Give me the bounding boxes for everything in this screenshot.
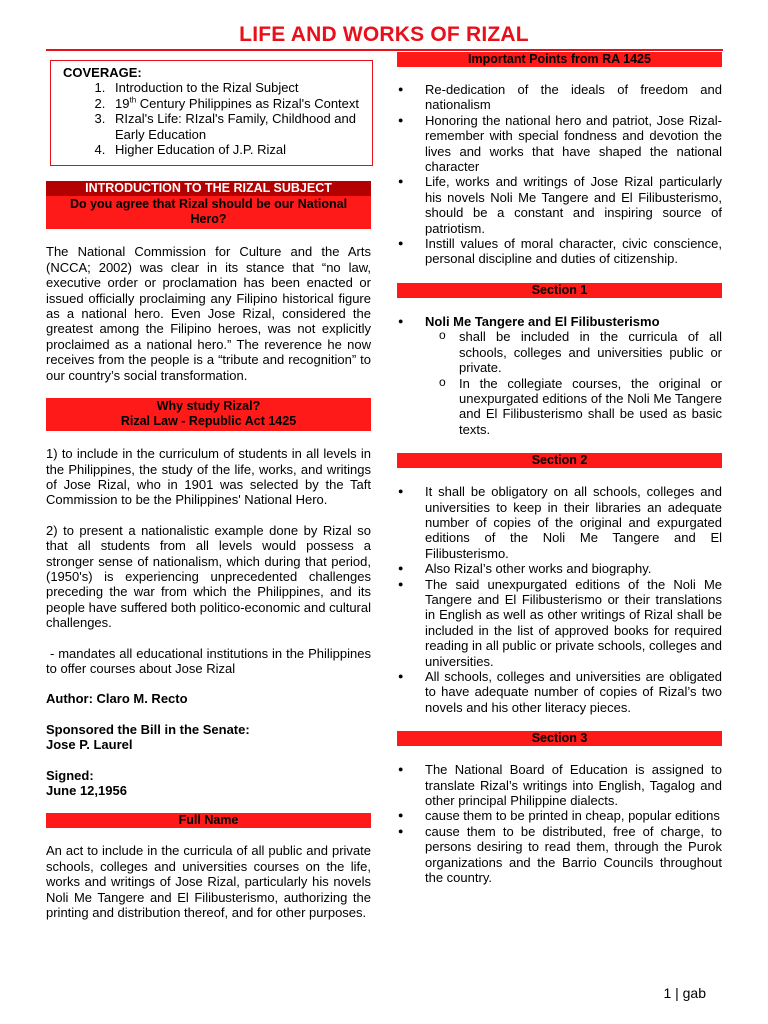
coverage-item: 3. RIzal's Life: RIzal's Family, Childhood and Early Education [109,111,364,142]
coverage-heading: COVERAGE: [63,65,142,80]
important-points-bar: Important Points from RA 1425 [397,52,722,67]
section-3-list [397,762,722,885]
list-item: ● cause them to be printed in cheap, popular editions [425,808,722,823]
intro-section-bar: INTRODUCTION TO THE RIZAL SUBJECT [46,181,371,196]
coverage-item-text: Century Philippines as Rizal's Context [139,95,360,111]
why-paragraph-1: 1) to include in the curriculum of students in all levels in the Philippines, the study of the life, works, and writings of Jose Rizal, who in 1901 was selected by the Taft Commission to be the Philippines' National Hero. [46,446,371,508]
why-study-bar [46,398,371,431]
full-name-paragraph: An act to include in the curricula of all public and private schools, colleges and universities courses on the life, works and writings of Jose Rizal, particularly his novels Noli Me Tangere and El Filibusterismo, authorizing the printing and distribution thereof, and for other purposes. [46,843,371,921]
intro-question-bar: Do you agree that Rizal should be our National Hero? [46,196,371,229]
right-column [397,52,722,885]
list-item: ● Re-dedication of the ideals of freedom and nationalism [425,82,722,113]
page-title: LIFE AND WORKS OF RIZAL [239,23,529,46]
list-item: ● Life, works and writings of Jose Rizal particularly his novels Noli Me Tangere and El Filibusterismo, should be a constant and inspiring source of patriotism. [425,174,722,236]
why-paragraph-3: - mandates all educational institutions in the Philippines to offer courses about Jose Rizal [46,645,375,676]
list-item: ● The said unexpurgated editions of the Noli Me Tangere and El Filibusterismo or their translations in English as well as other writings of Rizal shall be included in the list of approved books for required reading in all public or private schools, colleges and universities. [425,577,722,669]
intro-paragraph: The National Commission for Culture and the Arts (NCCA; 2002) was clear in its stance that “no law, executive order or proclamation has been enacted or issued officially proclaiming any Filipino historical figure as a national hero. Even Jose Rizal, considered the greatest among the Filipino heroes, was not explicitly proclaimed as a national hero.” The reverence he now receives from the people is a “tribute and recognition” to our country’s social transformation. [46,244,371,383]
list-item: ● Also Rizal’s other works and biography. [425,561,722,576]
section-3-bar: Section 3 [397,731,722,746]
list-item: o shall be included in the curricula of all schools, colleges and universities public or private. [459,329,722,375]
section-1-list [397,314,722,437]
why-study-bar-line2: Rizal Law - Republic Act 1425 [120,414,297,429]
title-underline [46,49,723,51]
signed-date: June 12,1956 [46,783,127,798]
section-2-bar: Section 2 [397,453,722,468]
section-1-item [425,314,722,437]
coverage-item-prefix: 19 [115,95,130,111]
important-points-list [397,82,722,267]
list-item: ● The National Board of Education is assigned to translate Rizal’s writings into English, Tagalog and other principal Philippine dialects. [425,762,722,808]
sponsored-name: Jose P. Laurel [46,737,133,753]
signed-label: Signed: [46,767,94,783]
coverage-item: 1. Introduction to the Rizal Subject [109,80,364,95]
list-item: ● All schools, colleges and universities are obligated to have adequate number of copies of Rizal’s two novels and his other literacy pieces. [425,669,722,715]
list-item: ● Honoring the national hero and patriot, Jose Rizal-remember with special fondness and devotion the lives and works that have shaped the national character [425,113,722,175]
sponsored-label: Sponsored the Bill in the Senate: [46,721,250,737]
why-study-bar-line1: Why study Rizal? [156,399,261,414]
coverage-item [109,96,364,111]
author-line: Author: Claro M. Recto [46,691,188,707]
section-1-item-label: Noli Me Tangere and El Filibusterismo [425,313,660,329]
coverage-item: 4. Higher Education of J.P. Rizal [109,142,364,157]
coverage-list [63,80,364,157]
section-1-bar: Section 1 [397,283,722,298]
left-column [46,60,375,921]
coverage-box [50,60,373,166]
section-1-sublist [425,329,722,437]
list-item: ● cause them to be distributed, free of charge, to persons desiring to read them, through the Purok organizations and the Barrio Councils throughout the country. [425,824,722,886]
full-name-bar: Full Name [46,813,371,828]
page-footer: 1 | gab [663,985,706,1001]
coverage-item-sup: th [129,95,137,105]
section-2-list [397,484,722,715]
why-paragraph-2: 2) to present a nationalistic example done by Rizal so that all students from all levels would possess a stronger sense of nationalism, which during that period, (1950's) is experiencing unprecedented challenges preceding the war from which the Philippines, and its people have suffered both politico-economic and cultural challenges. [46,522,371,631]
list-item: o In the collegiate courses, the original or unexpurgated editions of the Noli Me Tangere and El Filibusterismo shall be used as basic texts. [459,376,722,438]
list-item: ● Instill values of moral character, civic conscience, personal discipline and duties of citizenship. [425,236,722,267]
list-item: ● It shall be obligatory on all schools, colleges and universities to keep in their libraries an adequate number of copies of the original and expurgated editions of the Noli Me Tangere and El Filibusterismo. [425,484,722,561]
